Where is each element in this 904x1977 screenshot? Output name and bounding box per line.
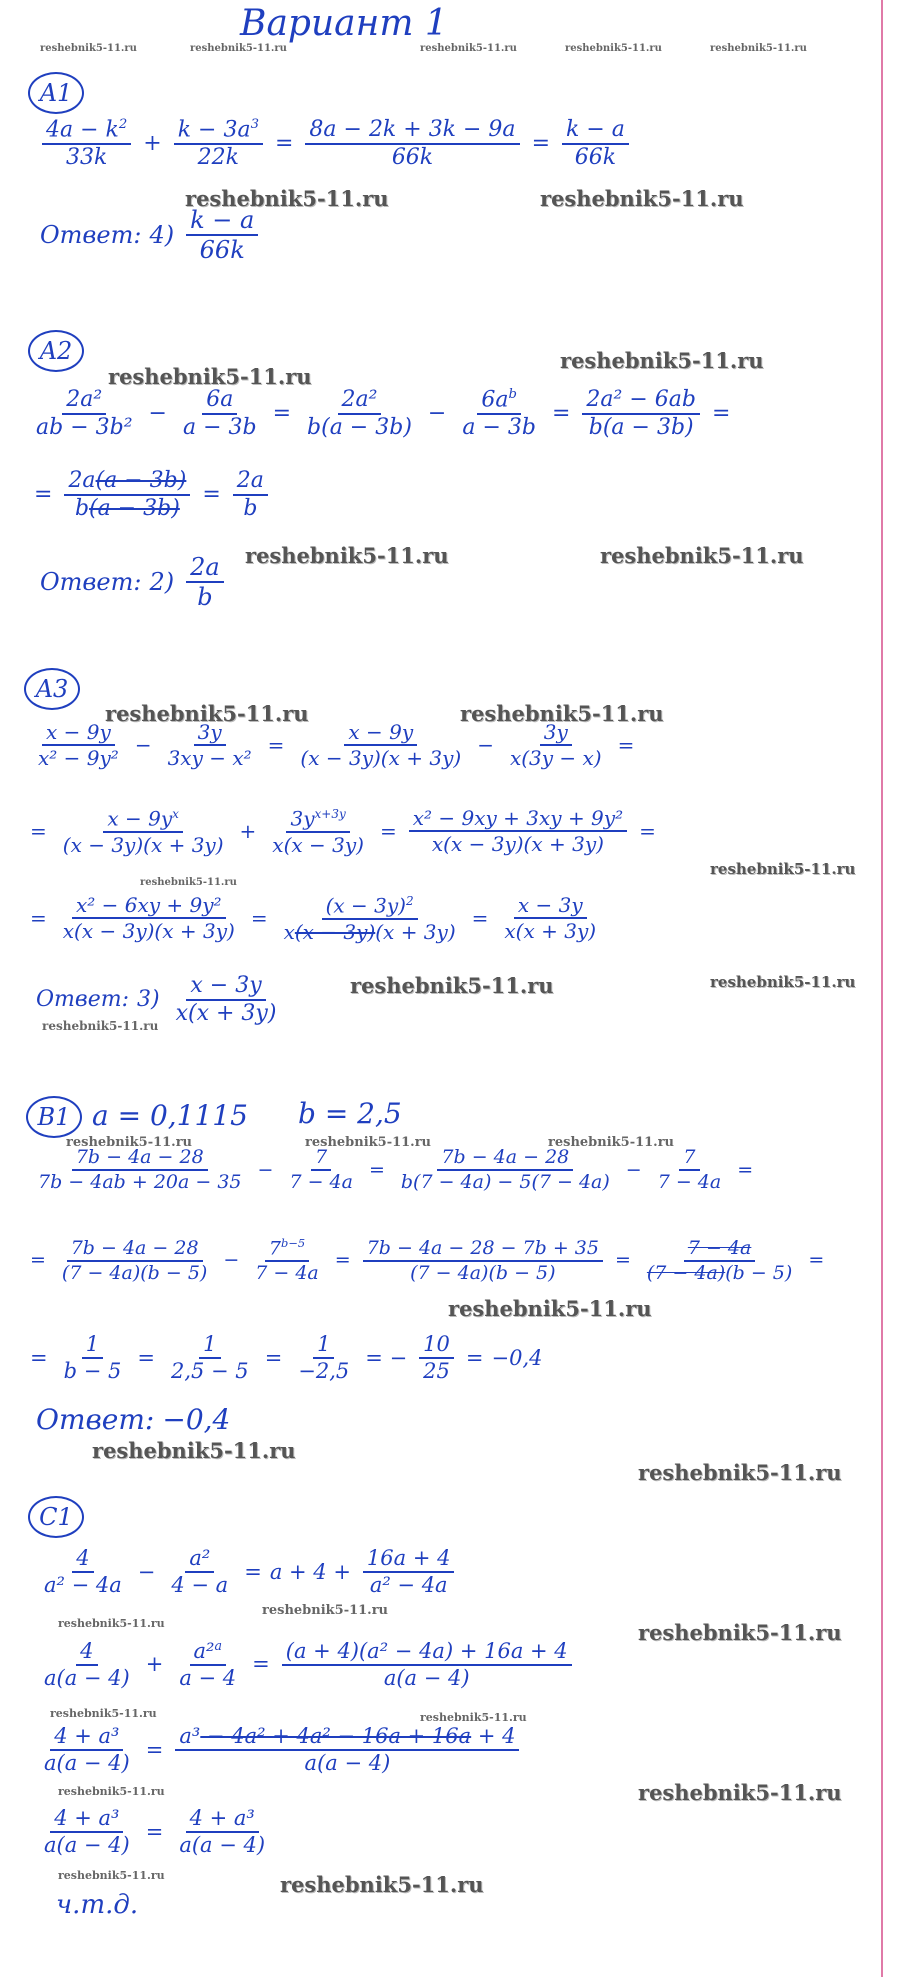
watermark: reshebnik5-11.ru bbox=[190, 43, 287, 54]
task-badge-b1: B1 bbox=[26, 1096, 82, 1138]
b1-given-a: a = 0,1115 bbox=[92, 1099, 248, 1132]
watermark: reshebnik5-11.ru bbox=[638, 1620, 842, 1645]
fraction: $\frac{4a - k^2}{33k}$ bbox=[42, 118, 131, 169]
b1-equation-3: = $\frac{1}{b - 5}$ = $\frac{1}{2,5 - 5}$ = $\frac{1}{-2,5}$ = − $\frac{10}{25}$ = −0,4 bbox=[30, 1332, 543, 1383]
watermark: reshebnik5-11.ru bbox=[58, 1869, 165, 1882]
a2-answer: Ответ: 2) $\frac{2a}{b}$ bbox=[40, 555, 228, 609]
watermark: reshebnik5-11.ru bbox=[262, 1603, 389, 1618]
watermark: reshebnik5-11.ru bbox=[565, 43, 662, 54]
watermark: reshebnik5-11.ru bbox=[710, 973, 856, 991]
watermark: reshebnik5-11.ru bbox=[600, 543, 804, 568]
watermark: reshebnik5-11.ru bbox=[638, 1780, 842, 1805]
b1-given-b: b = 2,5 bbox=[298, 1097, 402, 1130]
b1-equation-2: = $\frac{7b - 4a - 28}{(7 - 4a)(b - 5)}$ − $\frac{7^{b-5}}{7 - 4a}$ = $\frac{7b - 4a - 28 - 7b + 35}{(7 - 4a)(b - 5)}$ = $\frac{7 - 4a}{(7 - 4a)(b - 5)}$ = bbox=[30, 1236, 825, 1285]
watermark: reshebnik5-11.ru bbox=[710, 43, 807, 54]
watermark: reshebnik5-11.ru bbox=[280, 1872, 484, 1897]
watermark: reshebnik5-11.ru bbox=[42, 1019, 159, 1033]
watermark: reshebnik5-11.ru bbox=[448, 1296, 652, 1321]
watermark: reshebnik5-11.ru bbox=[105, 701, 309, 726]
watermark: reshebnik5-11.ru bbox=[305, 1135, 432, 1150]
watermark: reshebnik5-11.ru bbox=[420, 1711, 527, 1724]
fraction: $\frac{k - a}{66k}$ bbox=[562, 119, 629, 169]
task-badge-c1: C1 bbox=[28, 1496, 84, 1538]
fraction: $\frac{k - a}{66k}$ bbox=[186, 208, 258, 262]
c1-equation-3: $\frac{\text{4 + a³}}{a(a - 4)}$ = $\frac{\text{a³ − 4a² + 4a² − 16a + 16a + 4}}{a(a - 4)}$ bbox=[36, 1726, 523, 1774]
watermark: reshebnik5-11.ru bbox=[50, 1707, 157, 1720]
c1-equation-1: $\frac{4}{\text{a² − 4a}}$ − $\frac{\text{a²}}{4 - a}$ = a + 4 + $\frac{16a + 4}{\text{a² − 4a}}$ bbox=[36, 1548, 458, 1596]
fraction: $\frac{k - 3a^3}{22k}$ bbox=[174, 118, 263, 169]
watermark: reshebnik5-11.ru bbox=[92, 1438, 296, 1463]
b1-equation-1: $\frac{7b - 4a - 28}{7b - 4ab + 20a - 35}$ − $\frac{7}{7 - 4a}$ = $\frac{7b - 4a - 28}{b(7 - 4a) - 5(7 - 4a)}$ − $\frac{7}{7 - 4a}$ = bbox=[38, 1146, 754, 1193]
watermark: reshebnik5-11.ru bbox=[108, 364, 312, 389]
watermark: reshebnik5-11.ru bbox=[460, 701, 664, 726]
a2-equation-2: = $\frac{2a(a - 3b)}{b(a - 3b)}$ = $\frac{2a}{b}$ bbox=[34, 470, 272, 520]
a3-equation-1: $\frac{x - 9y}{\text{x² − 9y²}}$ − $\frac{3y}{\text{3xy − x²}}$ = $\frac{x - 9y}{(x - 3y)(x + 3y)}$ − $\frac{3y}{x(3y - x)}$ = bbox=[38, 720, 635, 770]
watermark: reshebnik5-11.ru bbox=[66, 1135, 193, 1150]
task-badge-a3: A3 bbox=[24, 668, 80, 710]
watermark: reshebnik5-11.ru bbox=[710, 860, 856, 878]
a1-answer: Ответ: 4) $\frac{k - a}{66k}$ bbox=[40, 208, 262, 262]
watermark: reshebnik5-11.ru bbox=[58, 1785, 165, 1798]
task-badge-a1: A1 bbox=[28, 72, 84, 114]
watermark: reshebnik5-11.ru bbox=[560, 348, 764, 373]
a3-answer: Ответ: 3) $\frac{x - 3y}{x(x + 3y)}$ bbox=[36, 973, 277, 1026]
c1-equation-2: $\frac{4}{a(a - 4)}$ + $\frac{a^2^a}{a - 4}$ = $\frac{\text{(a + 4)(a² − 4a) + 16a + 4}}{a(a - 4)}$ bbox=[36, 1640, 576, 1689]
c1-end-mark: ч.т.д. bbox=[56, 1890, 139, 1920]
watermark: reshebnik5-11.ru bbox=[185, 186, 389, 211]
watermark: reshebnik5-11.ru bbox=[40, 43, 137, 54]
watermark: reshebnik5-11.ru bbox=[58, 1617, 165, 1630]
watermark: reshebnik5-11.ru bbox=[140, 877, 237, 888]
watermark: reshebnik5-11.ru bbox=[540, 186, 744, 211]
a3-equation-2: = $\frac{x - 9y^x}{(x - 3y)(x + 3y)}$ + $\frac{3y^{x+3y}}{x(x - 3y)}$ = $\frac{\text{x² − 9xy + 3xy + 9y²}}{x(x - 3y)(x + 3y)}$ = bbox=[30, 806, 656, 857]
watermark: reshebnik5-11.ru bbox=[638, 1460, 842, 1485]
watermark: reshebnik5-11.ru bbox=[420, 43, 517, 54]
a1-equation: $\frac{4a - k^2}{33k}$ + $\frac{k - 3a^3}{22k}$ = $\frac{8a - 2k + 3k - 9a}{66k}$ = $\frac{k - a}{66k}$ bbox=[38, 118, 633, 169]
fraction: $\frac{8a - 2k + 3k - 9a}{66k}$ bbox=[305, 119, 519, 169]
c1-equation-4: $\frac{\text{4 + a³}}{a(a - 4)}$ = $\frac{\text{4 + a³}}{a(a - 4)}$ bbox=[44, 1806, 266, 1857]
page-title: Вариант 1 bbox=[240, 3, 448, 44]
watermark: reshebnik5-11.ru bbox=[245, 543, 449, 568]
a3-equation-3: = $\frac{\text{x² − 6xy + 9y²}}{x(x - 3y)(x + 3y)}$ = $\frac{(x - 3y)^2}{x(x - 3y)(x + 3y)}$ = $\frac{x - 3y}{x(x + 3y)}$ bbox=[30, 893, 597, 944]
margin-line bbox=[881, 0, 883, 1977]
b1-answer: Ответ: −0,4 bbox=[36, 1403, 231, 1436]
watermark: reshebnik5-11.ru bbox=[350, 973, 554, 998]
a2-equation-1: $\frac{\text{2a²}}{\text{ab − 3b²}}$ − $\frac{6a}{a - 3b}$ = $\frac{\text{2a²}}{b(a - 3b)}$ − $\frac{6a^b}{a - 3b}$ = $\frac{\text{2a² − 6ab}}{b(a - 3b)}$ = bbox=[36, 386, 731, 441]
watermark: reshebnik5-11.ru bbox=[548, 1135, 675, 1150]
task-badge-a2: A2 bbox=[28, 330, 84, 372]
